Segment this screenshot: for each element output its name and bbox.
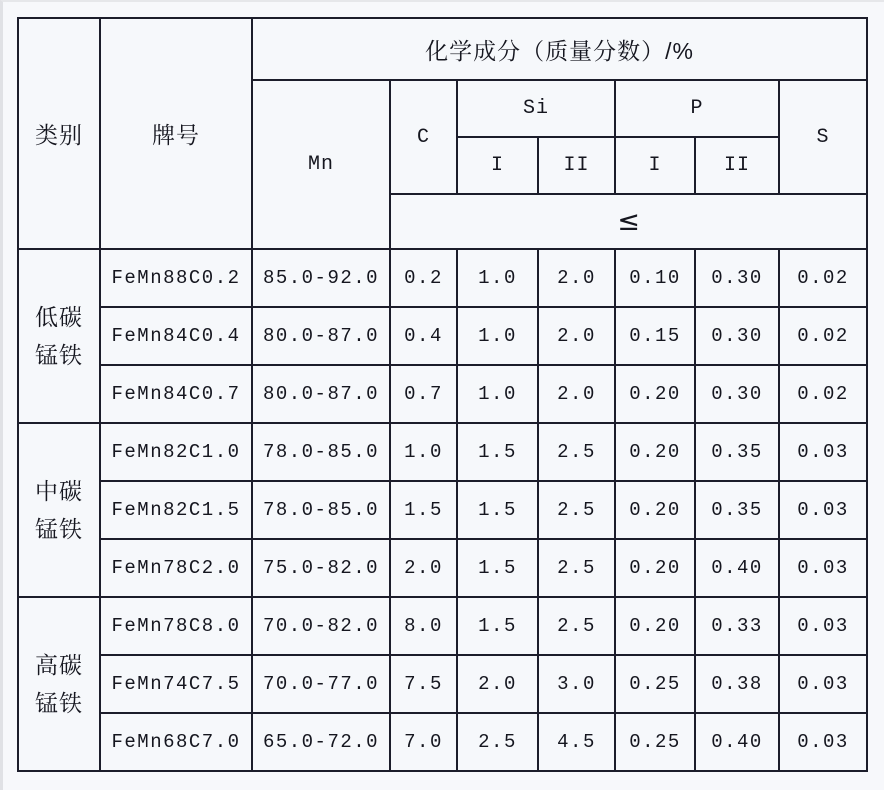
value-cell-s: 0.02 (779, 249, 867, 307)
value-cell-c: 0.4 (390, 307, 457, 365)
value-cell-p-ii: 0.30 (695, 249, 779, 307)
grade-cell: FeMn78C8.0 (100, 597, 252, 655)
value-cell-s: 0.03 (779, 597, 867, 655)
header-cell-p-i: I (615, 137, 695, 194)
value-cell-mn: 70.0-77.0 (252, 655, 390, 713)
value-cell-p-ii: 0.35 (695, 423, 779, 481)
header-cell-c: C (390, 80, 457, 194)
value-cell-si-i: 1.0 (457, 307, 538, 365)
grade-cell: FeMn82C1.5 (100, 481, 252, 539)
value-cell-p-i: 0.20 (615, 365, 695, 423)
value-cell-si-i: 1.5 (457, 539, 538, 597)
value-cell-p-i: 0.20 (615, 423, 695, 481)
value-cell-p-i: 0.25 (615, 655, 695, 713)
value-cell-si-ii: 2.5 (538, 597, 615, 655)
value-cell-si-i: 1.0 (457, 249, 538, 307)
value-cell-si-i: 1.5 (457, 423, 538, 481)
table-row (18, 423, 867, 481)
value-cell-mn: 78.0-85.0 (252, 423, 390, 481)
value-cell-p-i: 0.20 (615, 481, 695, 539)
value-cell-si-ii: 2.5 (538, 481, 615, 539)
value-cell-p-ii: 0.38 (695, 655, 779, 713)
value-cell-p-i: 0.20 (615, 539, 695, 597)
value-cell-s: 0.03 (779, 423, 867, 481)
header-cell-grade: 牌号 (100, 18, 252, 249)
category-line: 锰铁 (35, 690, 83, 716)
value-cell-si-ii: 2.0 (538, 307, 615, 365)
category-cell-high-carbon (18, 597, 100, 771)
value-cell-mn: 78.0-85.0 (252, 481, 390, 539)
value-cell-si-ii: 2.5 (538, 539, 615, 597)
grade-cell: FeMn68C7.0 (100, 713, 252, 771)
value-cell-si-i: 1.5 (457, 597, 538, 655)
category-line: 中碳 (35, 478, 83, 504)
value-cell-si-ii: 4.5 (538, 713, 615, 771)
header-cell-s: S (779, 80, 867, 194)
value-cell-si-i: 2.5 (457, 713, 538, 771)
table-row (18, 249, 867, 307)
value-cell-si-i: 2.0 (457, 655, 538, 713)
header-row-main (18, 18, 867, 80)
value-cell-s: 0.02 (779, 307, 867, 365)
value-cell-mn: 80.0-87.0 (252, 307, 390, 365)
value-cell-c: 1.0 (390, 423, 457, 481)
grade-cell: FeMn82C1.0 (100, 423, 252, 481)
header-cell-category: 类别 (18, 18, 100, 249)
value-cell-p-ii: 0.40 (695, 713, 779, 771)
value-cell-p-ii: 0.30 (695, 365, 779, 423)
value-cell-si-ii: 3.0 (538, 655, 615, 713)
header-cell-p-ii: II (695, 137, 779, 194)
value-cell-s: 0.02 (779, 365, 867, 423)
value-cell-p-i: 0.25 (615, 713, 695, 771)
category-line: 锰铁 (35, 516, 83, 542)
value-cell-c: 7.5 (390, 655, 457, 713)
value-cell-c: 0.7 (390, 365, 457, 423)
value-cell-c: 2.0 (390, 539, 457, 597)
value-cell-s: 0.03 (779, 481, 867, 539)
value-cell-s: 0.03 (779, 655, 867, 713)
grade-cell: FeMn84C0.4 (100, 307, 252, 365)
header-cell-si: Si (457, 80, 615, 137)
value-cell-si-i: 1.0 (457, 365, 538, 423)
table-row (18, 481, 867, 539)
category-line: 锰铁 (35, 342, 83, 368)
header-cell-composition: 化学成分（质量分数）/% (252, 18, 867, 80)
grade-cell: FeMn78C2.0 (100, 539, 252, 597)
category-line: 低碳 (35, 304, 83, 330)
value-cell-p-i: 0.10 (615, 249, 695, 307)
value-cell-c: 7.0 (390, 713, 457, 771)
header-cell-p: P (615, 80, 779, 137)
value-cell-p-ii: 0.40 (695, 539, 779, 597)
value-cell-si-ii: 2.0 (538, 249, 615, 307)
header-cell-mn: Mn (252, 80, 390, 249)
value-cell-s: 0.03 (779, 539, 867, 597)
table-row (18, 597, 867, 655)
value-cell-p-ii: 0.30 (695, 307, 779, 365)
table-row (18, 655, 867, 713)
value-cell-mn: 85.0-92.0 (252, 249, 390, 307)
header-cell-si-i: I (457, 137, 538, 194)
table-row (18, 713, 867, 771)
value-cell-c: 8.0 (390, 597, 457, 655)
value-cell-mn: 70.0-82.0 (252, 597, 390, 655)
value-cell-si-i: 1.5 (457, 481, 538, 539)
value-cell-c: 1.5 (390, 481, 457, 539)
value-cell-s: 0.03 (779, 713, 867, 771)
value-cell-mn: 65.0-72.0 (252, 713, 390, 771)
header-cell-max-limit: ≤ (390, 194, 867, 249)
category-cell-medium-carbon (18, 423, 100, 597)
value-cell-mn: 75.0-82.0 (252, 539, 390, 597)
value-cell-si-ii: 2.0 (538, 365, 615, 423)
grade-cell: FeMn88C0.2 (100, 249, 252, 307)
header-cell-si-ii: II (538, 137, 615, 194)
value-cell-p-ii: 0.35 (695, 481, 779, 539)
category-line: 高碳 (35, 652, 83, 678)
value-cell-c: 0.2 (390, 249, 457, 307)
value-cell-si-ii: 2.5 (538, 423, 615, 481)
value-cell-mn: 80.0-87.0 (252, 365, 390, 423)
value-cell-p-i: 0.15 (615, 307, 695, 365)
table-row (18, 307, 867, 365)
ferromanganese-composition-table (17, 17, 868, 772)
value-cell-p-i: 0.20 (615, 597, 695, 655)
category-cell-low-carbon (18, 249, 100, 423)
table-row (18, 365, 867, 423)
table-row (18, 539, 867, 597)
grade-cell: FeMn84C0.7 (100, 365, 252, 423)
value-cell-p-ii: 0.33 (695, 597, 779, 655)
grade-cell: FeMn74C7.5 (100, 655, 252, 713)
